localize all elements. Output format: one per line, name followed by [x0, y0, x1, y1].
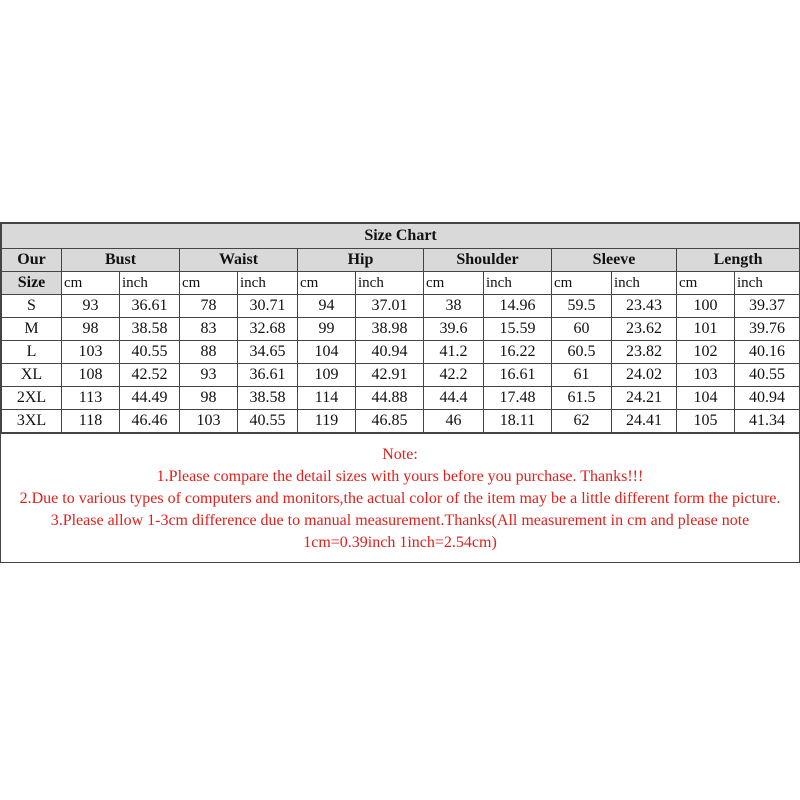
table-cell: 94 [298, 295, 356, 318]
size-label: S [2, 295, 62, 318]
table-cell: 108 [62, 364, 120, 387]
table-cell: 38.98 [356, 318, 424, 341]
size-chart-sheet [0, 222, 800, 563]
unit-waist-inch: inch [238, 272, 298, 295]
table-cell: 44.49 [120, 387, 180, 410]
table-cell: 17.48 [484, 387, 552, 410]
table-cell: 23.82 [612, 341, 677, 364]
table-cell: 40.55 [120, 341, 180, 364]
table-cell: 23.62 [612, 318, 677, 341]
table-cell: 41.2 [424, 341, 484, 364]
table-cell: 40.55 [735, 364, 800, 387]
table-cell: 24.41 [612, 410, 677, 433]
note-line-3: 3.Please allow 1-3cm difference due to manual measurement.Thanks(All measurement in cm and please note 1cm=0.39inch 1inch=2.54cm) [50, 512, 750, 551]
unit-shoulder-cm: cm [424, 272, 484, 295]
table-cell: 118 [62, 410, 120, 433]
table-cell: 83 [180, 318, 238, 341]
table-cell: 104 [677, 387, 735, 410]
note-section [1, 433, 799, 562]
table-cell: 88 [180, 341, 238, 364]
table-cell: 41.34 [735, 410, 800, 433]
table-cell: 93 [62, 295, 120, 318]
our-size-header-bottom: Size [2, 272, 62, 295]
table-cell: 103 [677, 364, 735, 387]
unit-length-inch: inch [735, 272, 800, 295]
header-shoulder: Shoulder [424, 249, 552, 272]
table-cell: 44.4 [424, 387, 484, 410]
table-cell: 93 [180, 364, 238, 387]
unit-length-cm: cm [677, 272, 735, 295]
table-row [2, 318, 800, 341]
table-cell: 104 [298, 341, 356, 364]
table-cell: 39.37 [735, 295, 800, 318]
table-cell: 102 [677, 341, 735, 364]
table-cell: 60 [552, 318, 612, 341]
table-cell: 23.43 [612, 295, 677, 318]
unit-sleeve-inch: inch [612, 272, 677, 295]
table-cell: 38 [424, 295, 484, 318]
table-cell: 114 [298, 387, 356, 410]
table-cell: 61.5 [552, 387, 612, 410]
table-cell: 32.68 [238, 318, 298, 341]
unit-waist-cm: cm [180, 272, 238, 295]
table-cell: 16.22 [484, 341, 552, 364]
table-row [2, 295, 800, 318]
header-bust: Bust [62, 249, 180, 272]
table-cell: 40.16 [735, 341, 800, 364]
table-cell: 46.85 [356, 410, 424, 433]
size-chart-table [1, 223, 800, 433]
table-cell: 14.96 [484, 295, 552, 318]
size-label: L [2, 341, 62, 364]
table-cell: 42.91 [356, 364, 424, 387]
table-cell: 15.59 [484, 318, 552, 341]
table-cell: 59.5 [552, 295, 612, 318]
table-cell: 103 [180, 410, 238, 433]
table-cell: 44.88 [356, 387, 424, 410]
table-cell: 101 [677, 318, 735, 341]
table-cell: 60.5 [552, 341, 612, 364]
header-hip: Hip [298, 249, 424, 272]
table-cell: 40.55 [238, 410, 298, 433]
table-cell: 105 [677, 410, 735, 433]
table-cell: 40.94 [356, 341, 424, 364]
table-cell: 34.65 [238, 341, 298, 364]
our-size-header-top: Our [2, 249, 62, 272]
size-label: XL [2, 364, 62, 387]
table-cell: 39.6 [424, 318, 484, 341]
table-cell: 24.21 [612, 387, 677, 410]
table-cell: 38.58 [238, 387, 298, 410]
table-cell: 109 [298, 364, 356, 387]
note-line-2: 2.Due to various types of computers and monitors,the actual color of the item may be a little different form the picture. [19, 490, 781, 507]
table-cell: 100 [677, 295, 735, 318]
unit-bust-inch: inch [120, 272, 180, 295]
table-cell: 24.02 [612, 364, 677, 387]
table-cell: 61 [552, 364, 612, 387]
note-line-1: 1.Please compare the detail sizes with yours before you purchase. Thanks!!! [156, 468, 644, 485]
unit-shoulder-inch: inch [484, 272, 552, 295]
header-waist: Waist [180, 249, 298, 272]
table-cell: 36.61 [238, 364, 298, 387]
table-cell: 18.11 [484, 410, 552, 433]
table-cell: 38.58 [120, 318, 180, 341]
unit-bust-cm: cm [62, 272, 120, 295]
table-cell: 103 [62, 341, 120, 364]
table-cell: 40.94 [735, 387, 800, 410]
header-sleeve: Sleeve [552, 249, 677, 272]
note-heading: Note: [382, 446, 418, 463]
unit-sleeve-cm: cm [552, 272, 612, 295]
header-length: Length [677, 249, 800, 272]
table-cell: 16.61 [484, 364, 552, 387]
table-cell: 99 [298, 318, 356, 341]
table-row [2, 341, 800, 364]
table-cell: 46.46 [120, 410, 180, 433]
unit-hip-inch: inch [356, 272, 424, 295]
table-row [2, 364, 800, 387]
table-cell: 30.71 [238, 295, 298, 318]
chart-title: Size Chart [2, 224, 800, 249]
table-cell: 113 [62, 387, 120, 410]
table-cell: 39.76 [735, 318, 800, 341]
unit-hip-cm: cm [298, 272, 356, 295]
table-cell: 46 [424, 410, 484, 433]
size-label: M [2, 318, 62, 341]
table-cell: 119 [298, 410, 356, 433]
table-cell: 36.61 [120, 295, 180, 318]
table-row [2, 410, 800, 433]
table-cell: 37.01 [356, 295, 424, 318]
table-cell: 42.2 [424, 364, 484, 387]
table-cell: 42.52 [120, 364, 180, 387]
table-row [2, 387, 800, 410]
table-cell: 98 [62, 318, 120, 341]
table-cell: 62 [552, 410, 612, 433]
size-label: 2XL [2, 387, 62, 410]
table-cell: 78 [180, 295, 238, 318]
table-cell: 98 [180, 387, 238, 410]
size-label: 3XL [2, 410, 62, 433]
